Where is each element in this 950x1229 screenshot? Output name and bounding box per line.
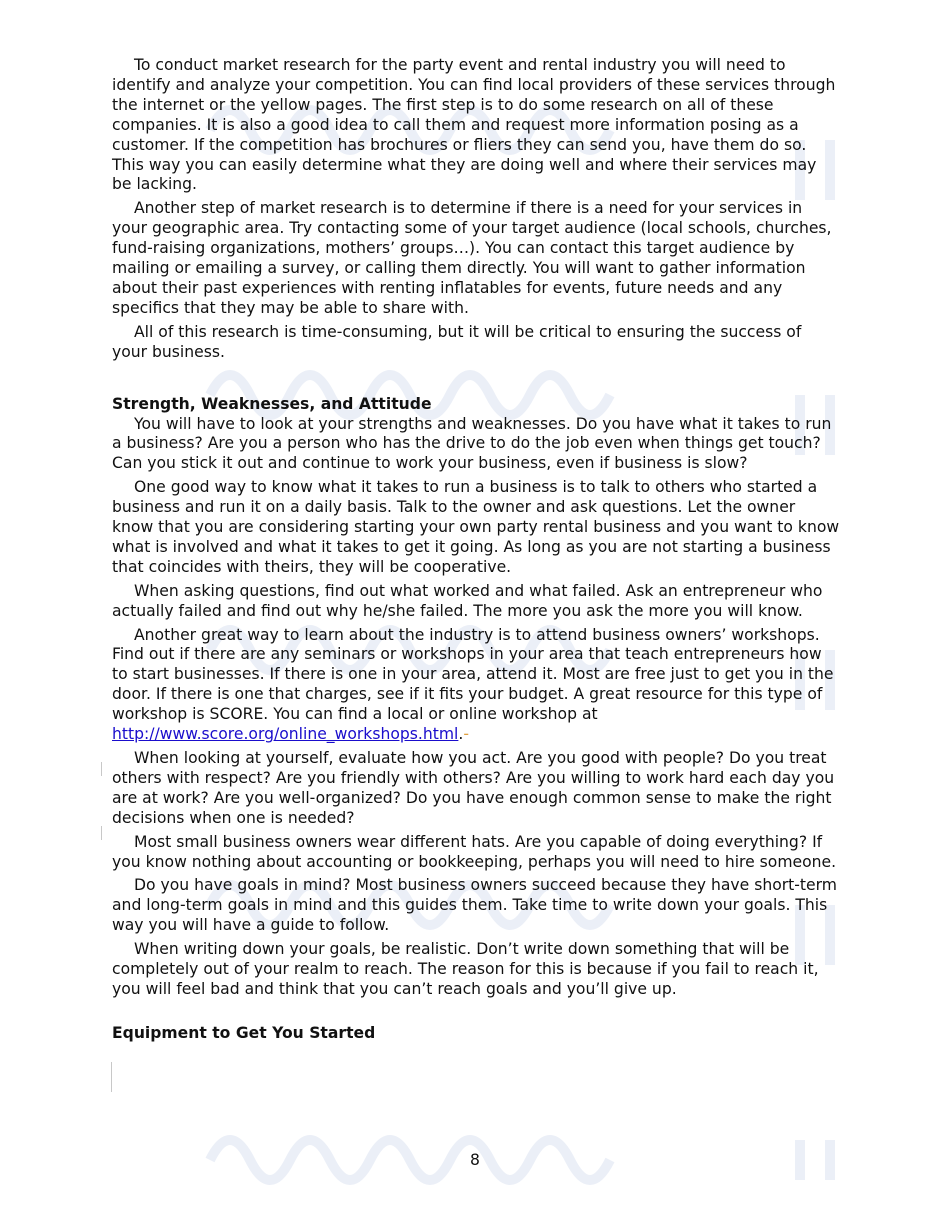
revision-bar [111, 1062, 112, 1092]
intro-paragraph: To conduct market research for the party event and rental industry you will need to identify and analyze your competition. You can find local providers of these services through the internet or the yellow pages. The first step is to do some research on all of these companies. It is also a good idea to call them and request more information posing as a customer. If the competition has brochures or fliers they can send you, have them do so. This way you can easily determine what they are doing well and where their services may be lacking. [112, 56, 836, 194]
intro-paragraph: Another step of market research is to determine if there is a need for your services in your geographic area. Try contacting some of your target audience (local schools, churches, fund-raising organizations, mothers’ groups…). You can contact this target audience by mailing or emailing a survey, or calling them directly. You will want to gather information about their past experiences with renting inflatables for events, future needs and any specifics that they may be able to share with. [112, 199, 832, 317]
page-number: 8 [470, 1151, 480, 1169]
body-paragraph: You will have to look at your strengths and weaknesses. Do you have what it takes to run a business? Are you a person who has the drive to do the job even when things get touch? Can you stick it out and continue to work your business, even if business is slow? [112, 414, 832, 473]
body-paragraph: When looking at yourself, evaluate how you act. Are you good with people? Do you treat others with respect? Are you friendly with others? Are you willing to work hard each day you are at work? Are you well-organized? Do you have enough common sense to make the right decisions when one is needed? [112, 749, 835, 827]
revision-bar [101, 826, 102, 840]
body-paragraph: One good way to know what it takes to run a business is to talk to others who started a business and run it on a daily basis. Talk to the owner and ask questions. Let the owner know that you are considering starting your own party rental business and you want to know what is involved and what it takes to get it going. As long as you are not starting a business that coincides with theirs, they will be cooperative. [112, 478, 840, 576]
body-paragraph: When asking questions, find out what worked and what failed. Ask an entrepreneur who actually failed and find out why he/she failed. The more you ask the more you will know. [112, 581, 823, 620]
section-heading-equipment: Equipment to Get You Started [112, 1023, 376, 1042]
intro-paragraph: All of this research is time-consuming, but it will be critical to ensuring the success of your business. [112, 322, 802, 361]
body-paragraph: Most small business owners wear different hats. Are you capable of doing everything? If you know nothing about accounting or bookkeeping, perhaps you will need to hire someone. [112, 832, 837, 871]
link-trailing-period: . [458, 725, 464, 744]
workshop-paragraph [112, 626, 840, 745]
body-paragraph: When writing down your goals, be realistic. Don’t write down something that will be completely out of your realm to reach. The reason for this is because if you fail to reach it, you will feel bad and think that you can’t reach goals and you’ll give up. [112, 940, 819, 998]
score-workshops-link[interactable]: http://www.score.org/online_workshops.html [112, 725, 459, 744]
workshop-paragraph-text: Another great way to learn about the industry is to attend business owners’ workshops. Find out if there are any seminars or workshops in your area that teach entrepreneurs how to start businesses. If there is one in your area, attend it. Most are free just to get you in the door. If there is one that charges, see if it fits your budget. A great resource for this type of workshop is SCORE. You can find a local or online workshop at [112, 625, 834, 724]
body-paragraph: Do you have goals in mind? Most business owners succeed because they have short-term and long-term goals in mind and this guides them. Take time to write down your goals. This way you will have a guide to follow. [112, 876, 837, 935]
revision-bar [101, 762, 102, 776]
section-heading-strengths: Strength, Weaknesses, and Attitude [112, 394, 432, 413]
document-page [112, 56, 840, 1044]
edit-mark: - [463, 725, 469, 744]
